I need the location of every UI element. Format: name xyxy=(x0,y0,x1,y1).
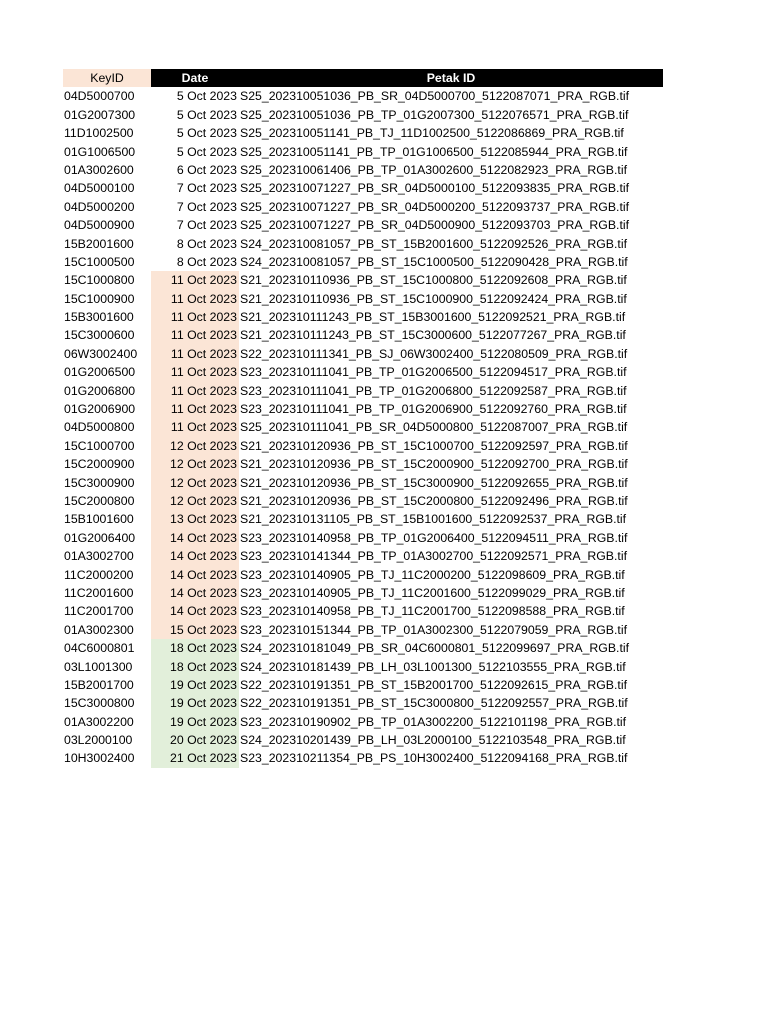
table-row xyxy=(63,455,663,473)
petak-id-cell[interactable]: S23_202310140958_PB_TJ_11C2001700_5122098588_PRA_RGB.tif xyxy=(240,604,625,619)
table-row xyxy=(63,87,663,105)
table-row xyxy=(63,639,663,657)
table-row xyxy=(63,529,663,547)
keyid-cell[interactable]: 15C1000700 xyxy=(64,438,135,453)
keyid-cell[interactable]: 01A3002300 xyxy=(64,622,134,637)
keyid-cell[interactable]: 15C2000800 xyxy=(64,493,135,508)
petak-id-cell[interactable]: S23_202310140958_PB_TP_01G2006400_5122094511_PRA_RGB.tif xyxy=(240,530,628,545)
keyid-cell[interactable]: 10H3002400 xyxy=(64,751,135,766)
petak-id-cell[interactable]: S21_202310111243_PB_ST_15C3000600_5122077267_PRA_RGB.tif xyxy=(240,328,626,343)
keyid-cell[interactable]: 01G2007300 xyxy=(64,107,136,122)
table-row xyxy=(63,676,663,694)
keyid-cell[interactable]: 15C3000800 xyxy=(64,696,135,711)
keyid-cell[interactable]: 11D1002500 xyxy=(64,126,134,141)
table-row xyxy=(63,510,663,528)
petak-id-cell[interactable]: S23_202310140905_PB_TJ_11C2000200_5122098609_PRA_RGB.tif xyxy=(240,567,625,582)
keyid-cell[interactable]: 15B3001600 xyxy=(64,310,134,325)
table-row xyxy=(63,271,663,289)
date-cell[interactable]: 8 Oct 2023 xyxy=(176,236,237,251)
keyid-cell[interactable]: 06W3002400 xyxy=(64,346,138,361)
keyid-cell[interactable]: 03L2000100 xyxy=(64,733,133,748)
keyid-cell[interactable]: 01G2006500 xyxy=(64,365,136,380)
table-row xyxy=(63,161,663,179)
petak-id-cell[interactable]: S24_202310181049_PB_SR_04C6000801_5122099697_PRA_RGB.tif xyxy=(240,641,630,656)
keyid-cell[interactable]: 01A3002600 xyxy=(64,162,134,177)
petak-id-cell[interactable]: S25_202310071227_PB_SR_04D5000900_5122093703_PRA_RGB.tif xyxy=(240,218,630,233)
table-row xyxy=(63,437,663,455)
date-cell[interactable]: 6 Oct 2023 xyxy=(176,162,237,177)
petak-id-cell[interactable]: S21_202310120936_PB_ST_15C2000800_5122092496_PRA_RGB.tif xyxy=(240,493,628,508)
table-row xyxy=(63,731,663,749)
petak-id-cell[interactable]: S25_202310061406_PB_TP_01A3002600_5122082923_PRA_RGB.tif xyxy=(240,162,627,177)
keyid-cell[interactable]: 15C1000800 xyxy=(64,273,135,288)
date-cell[interactable]: 8 Oct 2023 xyxy=(176,254,237,269)
petak-id-cell[interactable]: S25_202310111041_PB_SR_04D5000800_5122087007_PRA_RGB.tif xyxy=(240,420,628,435)
keyid-cell[interactable]: 04D5000100 xyxy=(64,181,135,196)
table-row xyxy=(63,749,663,767)
keyid-cell[interactable]: 04D5000800 xyxy=(64,420,135,435)
petak-id-cell[interactable]: S21_202310120936_PB_ST_15C1000700_5122092597_PRA_RGB.tif xyxy=(240,438,628,453)
petak-id-cell[interactable]: S21_202310120936_PB_ST_15C2000900_5122092700_PRA_RGB.tif xyxy=(240,457,628,472)
keyid-cell[interactable]: 15B2001600 xyxy=(64,236,134,251)
keyid-cell[interactable]: 11C2001600 xyxy=(64,585,134,600)
table-row xyxy=(63,106,663,124)
date-cell[interactable]: 14 Oct 2023 xyxy=(151,529,239,547)
table-row xyxy=(63,584,663,602)
petak-id-cell[interactable]: S24_202310081057_PB_ST_15B2001600_5122092526_PRA_RGB.tif xyxy=(240,236,627,251)
date-cell[interactable]: 11 Oct 2023 xyxy=(151,382,239,400)
table-row xyxy=(63,198,663,216)
date-cell[interactable]: 5 Oct 2023 xyxy=(176,144,237,159)
petak-id-cell[interactable]: S25_202310051141_PB_TJ_11D1002500_5122086869_PRA_RGB.tif xyxy=(240,126,624,141)
date-cell[interactable]: 11 Oct 2023 xyxy=(151,363,239,381)
keyid-cell[interactable]: 15B1001600 xyxy=(64,512,134,527)
spreadsheet-table xyxy=(63,69,663,768)
date-cell[interactable]: 18 Oct 2023 xyxy=(151,639,239,657)
petak-id-cell[interactable]: S21_202310110936_PB_ST_15C1000800_5122092608_PRA_RGB.tif xyxy=(240,273,627,288)
petak-id-cell[interactable]: S24_202310181439_PB_LH_03L1001300_5122103555_PRA_RGB.tif xyxy=(240,659,626,674)
petak-id-cell[interactable]: S22_202310191351_PB_ST_15C3000800_5122092557_PRA_RGB.tif xyxy=(240,696,628,711)
date-cell[interactable]: 11 Oct 2023 xyxy=(151,308,239,326)
table-row xyxy=(63,566,663,584)
petak-id-cell[interactable]: S23_202310211354_PB_PS_10H3002400_5122094168_PRA_RGB.tif xyxy=(240,751,628,766)
date-cell[interactable]: 18 Oct 2023 xyxy=(151,658,239,676)
keyid-cell[interactable]: 04D5000700 xyxy=(64,89,135,104)
petak-id-cell[interactable]: S21_202310131105_PB_ST_15B1001600_5122092537_PRA_RGB.tif xyxy=(240,512,627,527)
keyid-cell[interactable]: 01A3002700 xyxy=(64,549,134,564)
keyid-cell[interactable]: 01G2006800 xyxy=(64,383,136,398)
table-row xyxy=(63,235,663,253)
petak-id-cell[interactable]: S23_202310111041_PB_TP_01G2006500_5122094517_PRA_RGB.tif xyxy=(240,365,627,380)
date-cell[interactable]: 12 Oct 2023 xyxy=(151,437,239,455)
table-row xyxy=(63,124,663,142)
date-cell[interactable]: 7 Oct 2023 xyxy=(176,218,237,233)
petak-id-cell[interactable]: S25_202310071227_PB_SR_04D5000100_5122093835_PRA_RGB.tif xyxy=(240,181,630,196)
keyid-cell[interactable]: 11C2001700 xyxy=(64,604,134,619)
date-cell[interactable]: 11 Oct 2023 xyxy=(151,400,239,418)
petak-id-cell[interactable]: S23_202310140905_PB_TJ_11C2001600_5122099029_PRA_RGB.tif xyxy=(240,585,625,600)
petak-id-cell[interactable]: S25_202310071227_PB_SR_04D5000200_5122093737_PRA_RGB.tif xyxy=(240,199,630,214)
table-row xyxy=(63,308,663,326)
table-row xyxy=(63,345,663,363)
date-cell[interactable]: 21 Oct 2023 xyxy=(151,749,239,767)
table-row xyxy=(63,382,663,400)
table-body xyxy=(63,87,663,767)
keyid-cell[interactable]: 01G1006500 xyxy=(64,144,136,159)
petak-id-cell[interactable]: S23_202310111041_PB_TP_01G2006900_5122092760_PRA_RGB.tif xyxy=(240,402,627,417)
keyid-cell[interactable]: 03L1001300 xyxy=(64,659,133,674)
petak-id-cell[interactable]: S25_202310051141_PB_TP_01G1006500_5122085944_PRA_RGB.tif xyxy=(240,144,628,159)
table-row xyxy=(63,492,663,510)
keyid-cell[interactable]: 04D5000900 xyxy=(64,218,135,233)
date-cell[interactable]: 5 Oct 2023 xyxy=(176,89,237,104)
petak-id-cell[interactable]: S21_202310110936_PB_ST_15C1000900_5122092424_PRA_RGB.tif xyxy=(240,291,627,306)
keyid-cell[interactable]: 15C2000900 xyxy=(64,457,135,472)
date-cell[interactable]: 12 Oct 2023 xyxy=(151,474,239,492)
table-row xyxy=(63,216,663,234)
date-cell[interactable]: 12 Oct 2023 xyxy=(151,455,239,473)
date-cell[interactable]: 14 Oct 2023 xyxy=(151,584,239,602)
keyid-cell[interactable]: 04C6000801 xyxy=(64,641,135,656)
date-cell[interactable]: 19 Oct 2023 xyxy=(151,694,239,712)
keyid-cell[interactable]: 15C3000600 xyxy=(64,328,135,343)
petak-id-cell[interactable]: S23_202310190902_PB_TP_01A3002200_5122101198_PRA_RGB.tif xyxy=(240,714,627,729)
date-cell[interactable]: 12 Oct 2023 xyxy=(151,492,239,510)
table-row xyxy=(63,400,663,418)
keyid-cell[interactable]: 15C1000500 xyxy=(64,254,135,269)
date-cell[interactable]: 13 Oct 2023 xyxy=(151,510,239,528)
table-row xyxy=(63,547,663,565)
table-row xyxy=(63,474,663,492)
date-cell[interactable]: 15 Oct 2023 xyxy=(151,621,239,639)
table-row xyxy=(63,363,663,381)
petak-id-cell[interactable]: S23_202310141344_PB_TP_01A3002700_5122092571_PRA_RGB.tif xyxy=(240,549,627,564)
keyid-cell[interactable]: 04D5000200 xyxy=(64,199,135,214)
header-date[interactable]: Date xyxy=(151,69,239,87)
header-keyid[interactable]: KeyID xyxy=(63,69,151,87)
date-cell[interactable]: 11 Oct 2023 xyxy=(151,326,239,344)
table-row xyxy=(63,253,663,271)
date-cell[interactable]: 11 Oct 2023 xyxy=(151,290,239,308)
table-row xyxy=(63,694,663,712)
date-cell[interactable]: 11 Oct 2023 xyxy=(151,345,239,363)
table-row xyxy=(63,179,663,197)
table-row xyxy=(63,418,663,436)
date-cell[interactable]: 11 Oct 2023 xyxy=(151,271,239,289)
keyid-cell[interactable]: 11C2000200 xyxy=(64,567,134,582)
table-row xyxy=(63,621,663,639)
keyid-cell[interactable]: 01G2006900 xyxy=(64,402,136,417)
date-cell[interactable]: 14 Oct 2023 xyxy=(151,566,239,584)
date-cell[interactable]: 14 Oct 2023 xyxy=(151,602,239,620)
date-cell[interactable]: 7 Oct 2023 xyxy=(176,199,237,214)
table-row xyxy=(63,713,663,731)
petak-id-cell[interactable]: S23_202310151344_PB_TP_01A3002300_5122079059_PRA_RGB.tif xyxy=(240,622,627,637)
date-cell[interactable]: 5 Oct 2023 xyxy=(176,107,237,122)
petak-id-cell[interactable]: S21_202310111243_PB_ST_15B3001600_5122092521_PRA_RGB.tif xyxy=(240,310,626,325)
date-cell[interactable]: 19 Oct 2023 xyxy=(151,713,239,731)
petak-id-cell[interactable]: S25_202310051036_PB_TP_01G2007300_5122076571_PRA_RGB.tif xyxy=(240,107,629,122)
date-cell[interactable]: 20 Oct 2023 xyxy=(151,731,239,749)
petak-id-cell[interactable]: S21_202310120936_PB_ST_15C3000900_5122092655_PRA_RGB.tif xyxy=(240,475,628,490)
date-cell[interactable]: 19 Oct 2023 xyxy=(151,676,239,694)
keyid-cell[interactable]: 15B2001700 xyxy=(64,677,134,692)
keyid-cell[interactable]: 01G2006400 xyxy=(64,530,136,545)
keyid-cell[interactable]: 01A3002200 xyxy=(64,714,134,729)
date-cell[interactable]: 7 Oct 2023 xyxy=(176,181,237,196)
table-row xyxy=(63,602,663,620)
petak-id-cell[interactable]: S24_202310201439_PB_LH_03L2000100_5122103548_PRA_RGB.tif xyxy=(240,733,626,748)
date-cell[interactable]: 11 Oct 2023 xyxy=(151,418,239,436)
table-row xyxy=(63,290,663,308)
header-row xyxy=(63,69,663,87)
petak-id-cell[interactable]: S25_202310051036_PB_SR_04D5000700_5122087071_PRA_RGB.tif xyxy=(240,89,630,104)
table-row xyxy=(63,326,663,344)
header-petak-id[interactable]: Petak ID xyxy=(239,69,663,87)
petak-id-cell[interactable]: S22_202310111341_PB_SJ_06W3002400_5122080509_PRA_RGB.tif xyxy=(240,346,628,361)
table-row xyxy=(63,143,663,161)
date-cell[interactable]: 14 Oct 2023 xyxy=(151,547,239,565)
petak-id-cell[interactable]: S23_202310111041_PB_TP_01G2006800_5122092587_PRA_RGB.tif xyxy=(240,383,627,398)
keyid-cell[interactable]: 15C1000900 xyxy=(64,291,135,306)
table-row xyxy=(63,658,663,676)
keyid-cell[interactable]: 15C3000900 xyxy=(64,475,135,490)
date-cell[interactable]: 5 Oct 2023 xyxy=(176,126,237,141)
petak-id-cell[interactable]: S24_202310081057_PB_ST_15C1000500_5122090428_PRA_RGB.tif xyxy=(240,254,628,269)
petak-id-cell[interactable]: S22_202310191351_PB_ST_15B2001700_5122092615_PRA_RGB.tif xyxy=(240,677,627,692)
